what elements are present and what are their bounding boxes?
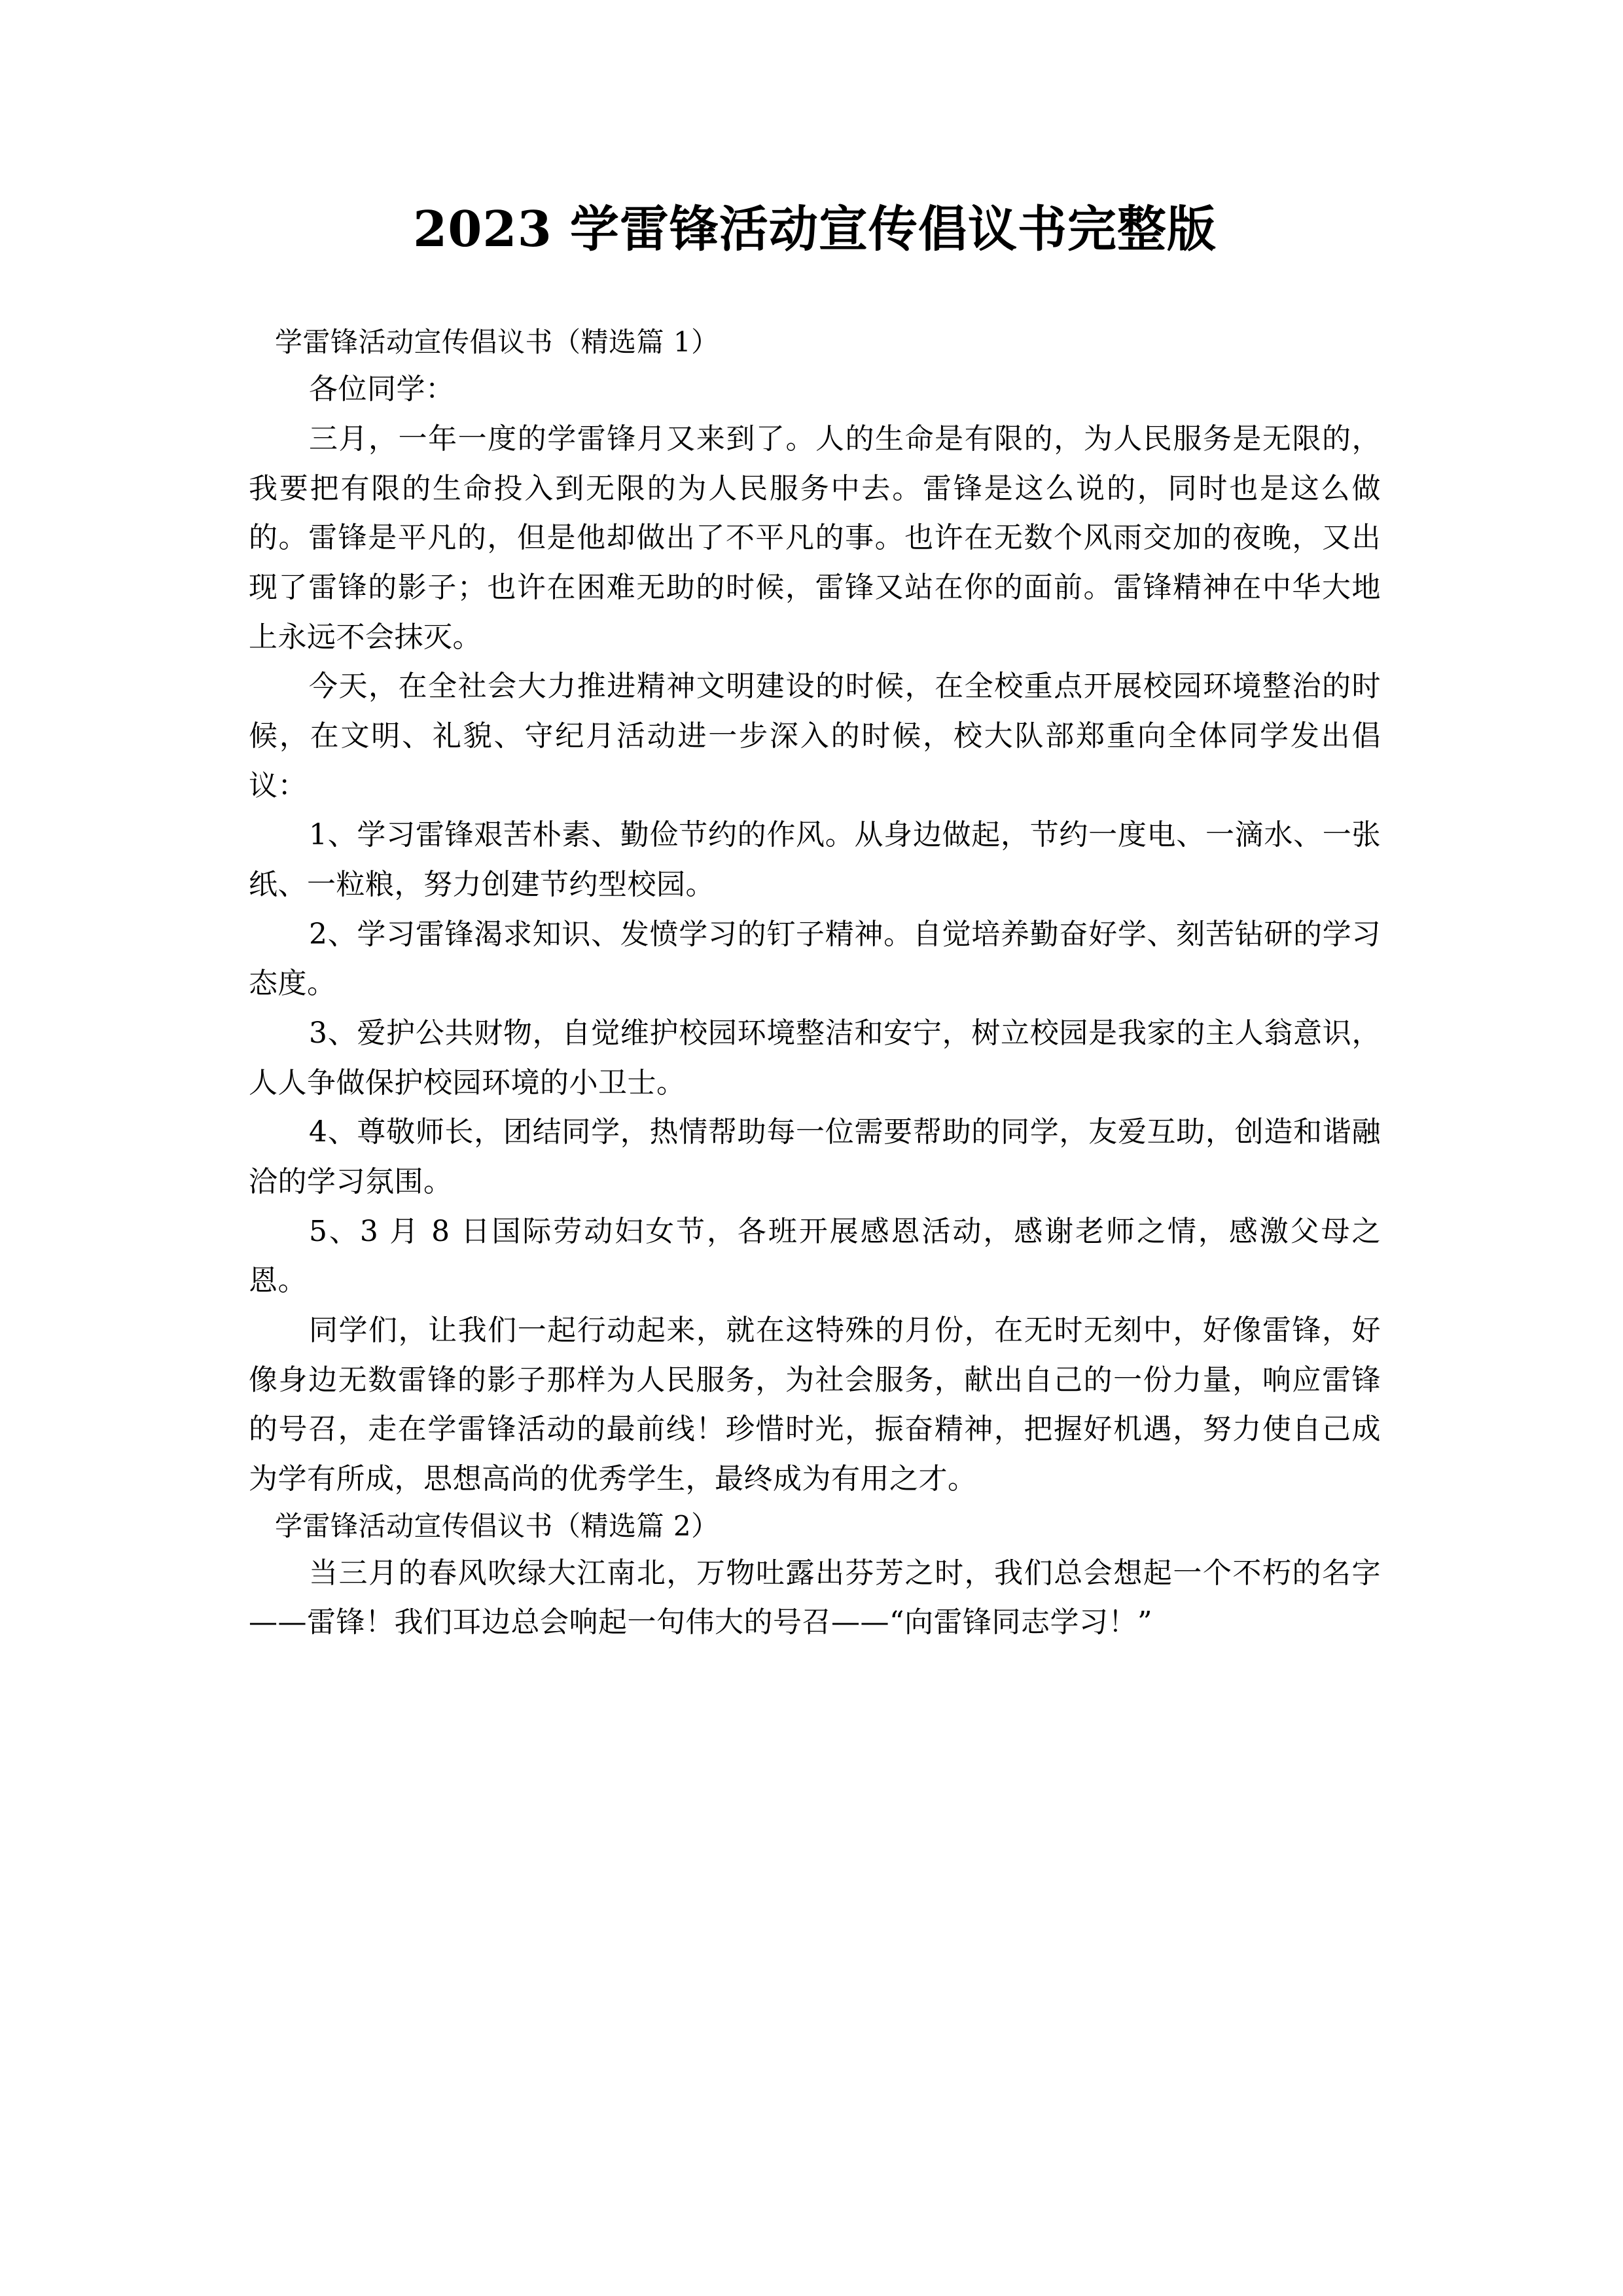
section-1-paragraph-2: 三月，一年一度的学雷锋月又来到了。人的生命是有限的，为人民服务是无限的，我要把有限的生命投入到无限的为人民服务中去。雷锋是这么说的，同时也是这么做的。雷锋是平凡的，但是他却做出了不平凡的事。也许在无数个风雨交加的夜晚，又出现了雷锋的影子；也许在困难无助的时候，雷锋又站在你的面前。雷锋精神在中华大地上永远不会抹灭。 (249, 422, 1381, 654)
section-1-paragraph-1: 各位同学： (309, 372, 455, 406)
section-1-list-item-4: 4、尊敬师长，团结同学，热情帮助每一位需要帮助的同学，友爱互助，创造和谐融洽的学习氛围。 (249, 1115, 1381, 1199)
section-1-list-item-2: 2、学习雷锋渴求知识、发愤学习的钉子精神。自觉培养勤奋好学、刻苦钻研的学习态度。 (249, 917, 1381, 1001)
section-heading-2: 学雷锋活动宣传倡议书（精选篇 2） (275, 1509, 719, 1542)
page-title: 2023 学雷锋活动宣传倡议书完整版 (413, 200, 1217, 258)
section-1-list-item-5: 5、3 月 8 日国际劳动妇女节，各班开展感恩活动，感谢老师之情，感激父母之恩。 (249, 1214, 1381, 1298)
section-1-list-item-1: 1、学习雷锋艰苦朴素、勤俭节约的作风。从身边做起，节约一度电、一滴水、一张纸、一粒粮，努力创建节约型校园。 (249, 818, 1381, 901)
section-1-closing-paragraph: 同学们，让我们一起行动起来，就在这特殊的月份，在无时无刻中，好像雷锋，好像身边无数雷锋的影子那样为人民服务，为社会服务，献出自己的一份力量，响应雷锋的号召，走在学雷锋活动的最前线！珍惜时光，振奋精神，把握好机遇，努力使自己成为学有所成，思想高尚的优秀学生，最终成为有用之才。 (249, 1314, 1381, 1496)
section-heading-1: 学雷锋活动宣传倡议书（精选篇 1） (275, 326, 719, 359)
section-1-paragraph-3: 今天，在全社会大力推进精神文明建设的时候，在全校重点开展校园环境整治的时候，在文明、礼貌、守纪月活动进一步深入的时候，校大队部郑重向全体同学发出倡议： (249, 670, 1381, 802)
document-content (249, 196, 1381, 1647)
section-2-paragraph-1: 当三月的春风吹绿大江南北，万物吐露出芬芳之时，我们总会想起一个不朽的名字——雷锋！我们耳边总会响起一句伟大的号召——“向雷锋同志学习！” (249, 1556, 1381, 1640)
section-1-list-item-3: 3、爱护公共财物，自觉维护校园环境整洁和安宁，树立校园是我家的主人翁意识，人人争做保护校园环境的小卫士。 (249, 1016, 1381, 1100)
